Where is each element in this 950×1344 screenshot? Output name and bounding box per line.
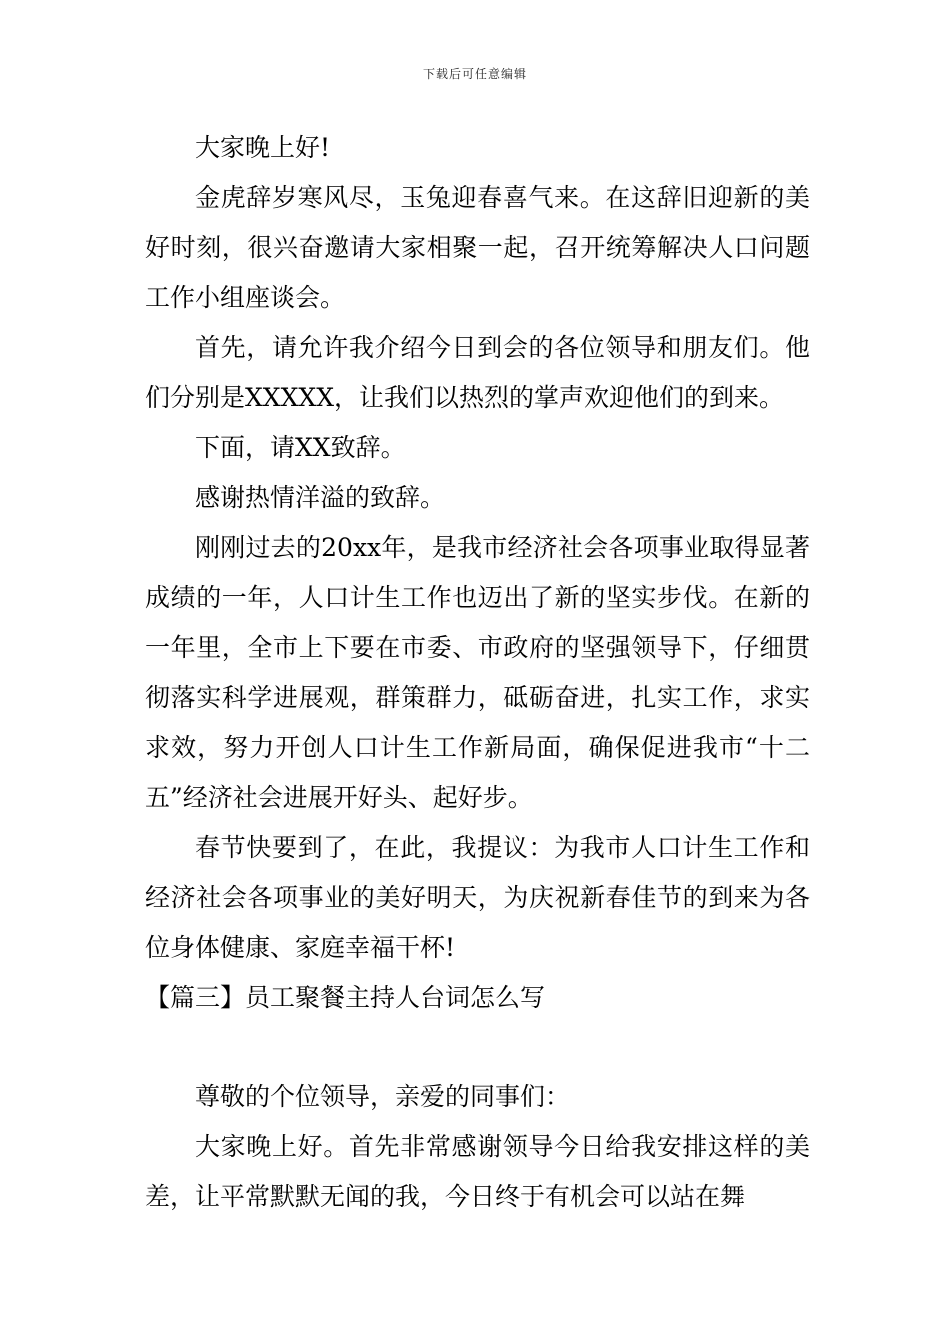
section-spacer [145,1023,810,1072]
paragraph-thanks: 感谢热情洋溢的致辞。 [195,483,446,512]
paragraph-host-opening: 大家晚上好。首先非常感谢领导今日给我安排这样的美差，让平常默默无闻的我，今日终于有机会可以站在舞 [145,1132,810,1211]
paragraph-toast: 春节快要到了，在此，我提议：为我市人口计生工作和经济社会各项事业的美好明天，为庆祝新春佳节的到来为各位身体健康、家庭幸福干杯! [145,833,810,962]
document-body [145,123,810,1222]
paragraph-opening: 金虎辞岁寒风尽，玉兔迎春喜气来。在这辞旧迎新的美好时刻，很兴奋邀请大家相聚一起，召开统筹解决人口问题工作小组座谈会。 [145,183,810,312]
paragraph-greeting: 大家晚上好! [195,133,331,162]
paragraph-review: 刚刚过去的20xx年，是我市经济社会各项事业取得显著成绩的一年，人口计生工作也迈出了新的坚实步伐。在新的一年里，全市上下要在市委、市政府的坚强领导下，仔细贯彻落实科学进展观，群策群力，砥砺奋进，扎实工作，求实求效，努力开创人口计生工作新局面，确保促进我市“十二五”经济社会进展开好头、起好步。 [145,533,810,812]
paragraph-speech-invite: 下面，请XX致辞。 [195,433,406,462]
paragraph-salutation: 尊敬的个位领导，亲爱的同事们： [195,1082,571,1111]
page-header: 下载后可任意编辑 [422,67,527,81]
section-heading: 【篇三】员工聚餐主持人台词怎么写 [145,983,546,1012]
paragraph-introduction: 首先，请允许我介绍今日到会的各位领导和朋友们。他们分别是XXXXX，让我们以热烈的掌声欢迎他们的到来。 [145,333,810,412]
